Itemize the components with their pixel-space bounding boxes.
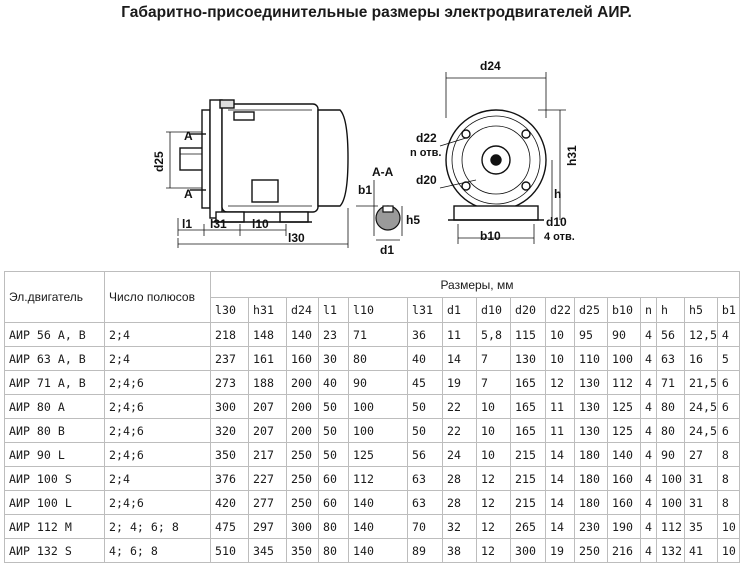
value-cell-l30: 350 — [211, 443, 249, 467]
value-cell-l1: 23 — [319, 323, 349, 347]
l10-label: l10 — [252, 217, 269, 231]
value-cell-d1: 28 — [443, 491, 477, 515]
value-cell-l30: 237 — [211, 347, 249, 371]
value-cell-d20: 265 — [511, 515, 546, 539]
value-cell-l10: 140 — [349, 539, 408, 563]
poles-cell: 2;4;6 — [105, 443, 211, 467]
value-cell-d25: 250 — [575, 539, 608, 563]
value-cell-l1: 60 — [319, 467, 349, 491]
value-cell-d24: 250 — [287, 467, 319, 491]
value-cell-l10: 90 — [349, 371, 408, 395]
value-cell-h31: 161 — [249, 347, 287, 371]
value-cell-d22: 14 — [546, 515, 575, 539]
value-cell-d1: 19 — [443, 371, 477, 395]
value-cell-d1: 22 — [443, 395, 477, 419]
value-cell-d1: 28 — [443, 467, 477, 491]
value-cell-l30: 300 — [211, 395, 249, 419]
value-cell-d1: 32 — [443, 515, 477, 539]
value-cell-h: 100 — [657, 467, 685, 491]
value-cell-h31: 188 — [249, 371, 287, 395]
value-cell-l31: 36 — [408, 323, 443, 347]
poles-cell: 2;4;6 — [105, 419, 211, 443]
value-cell-h5: 24,5 — [685, 395, 718, 419]
value-cell-b1: 6 — [717, 395, 739, 419]
value-cell-d1: 22 — [443, 419, 477, 443]
value-cell-d25: 130 — [575, 419, 608, 443]
value-cell-n: 4 — [641, 323, 657, 347]
value-cell-d22: 10 — [546, 323, 575, 347]
dim-header-l31: l31 — [408, 298, 443, 323]
value-cell-d20: 165 — [511, 395, 546, 419]
value-cell-d10: 10 — [477, 419, 511, 443]
value-cell-d25: 180 — [575, 443, 608, 467]
value-cell-b1: 8 — [717, 443, 739, 467]
h5-label: h5 — [406, 213, 421, 227]
value-cell-h31: 148 — [249, 323, 287, 347]
b10-label: b10 — [480, 229, 501, 243]
table-row — [5, 323, 740, 347]
motor-cell: АИР 80 А — [5, 395, 105, 419]
value-cell-l1: 50 — [319, 419, 349, 443]
value-cell-b10: 125 — [608, 395, 641, 419]
b1-label: b1 — [358, 183, 373, 197]
value-cell-d1: 11 — [443, 323, 477, 347]
value-cell-b1: 10 — [717, 539, 739, 563]
value-cell-l31: 63 — [408, 491, 443, 515]
value-cell-d10: 7 — [477, 371, 511, 395]
motor-cell: АИР 100 S — [5, 467, 105, 491]
value-cell-d24: 160 — [287, 347, 319, 371]
value-cell-h5: 16 — [685, 347, 718, 371]
value-cell-d10: 12 — [477, 515, 511, 539]
poles-cell: 2;4;6 — [105, 491, 211, 515]
poles-cell: 4; 6; 8 — [105, 539, 211, 563]
l30-label: l30 — [288, 231, 305, 245]
value-cell-b1: 6 — [717, 419, 739, 443]
value-cell-h5: 24,5 — [685, 419, 718, 443]
value-cell-l1: 40 — [319, 371, 349, 395]
value-cell-b1: 8 — [717, 491, 739, 515]
value-cell-l10: 100 — [349, 395, 408, 419]
table-row — [5, 347, 740, 371]
value-cell-d24: 350 — [287, 539, 319, 563]
value-cell-l1: 80 — [319, 539, 349, 563]
value-cell-b1: 5 — [717, 347, 739, 371]
value-cell-l30: 218 — [211, 323, 249, 347]
value-cell-d10: 7 — [477, 347, 511, 371]
value-cell-d22: 14 — [546, 443, 575, 467]
value-cell-b10: 160 — [608, 467, 641, 491]
value-cell-l10: 71 — [349, 323, 408, 347]
value-cell-d25: 130 — [575, 395, 608, 419]
section-aa-label: А-А — [372, 165, 394, 179]
value-cell-b10: 112 — [608, 371, 641, 395]
dim-header-h31: h31 — [249, 298, 287, 323]
value-cell-h: 80 — [657, 419, 685, 443]
motor-cell: АИР 100 L — [5, 491, 105, 515]
motor-side-view — [180, 100, 348, 222]
value-cell-h: 90 — [657, 443, 685, 467]
value-cell-d10: 10 — [477, 395, 511, 419]
d25-label: d25 — [152, 151, 166, 172]
value-cell-h5: 21,5 — [685, 371, 718, 395]
value-cell-b1: 6 — [717, 371, 739, 395]
table-row — [5, 491, 740, 515]
table-header-row — [5, 272, 740, 298]
value-cell-n: 4 — [641, 419, 657, 443]
value-cell-d20: 300 — [511, 539, 546, 563]
value-cell-d1: 14 — [443, 347, 477, 371]
value-cell-h31: 277 — [249, 491, 287, 515]
poles-cell: 2;4 — [105, 347, 211, 371]
dim-header-l1: l1 — [319, 298, 349, 323]
value-cell-d25: 110 — [575, 347, 608, 371]
value-cell-l31: 63 — [408, 467, 443, 491]
value-cell-l1: 50 — [319, 395, 349, 419]
dim-header-b1: b1 — [717, 298, 739, 323]
motor-front-view — [446, 110, 546, 220]
value-cell-h31: 345 — [249, 539, 287, 563]
value-cell-h: 63 — [657, 347, 685, 371]
value-cell-h: 132 — [657, 539, 685, 563]
value-cell-d1: 38 — [443, 539, 477, 563]
value-cell-d10: 12 — [477, 539, 511, 563]
value-cell-h31: 207 — [249, 419, 287, 443]
table-row — [5, 443, 740, 467]
table-row — [5, 467, 740, 491]
value-cell-h: 56 — [657, 323, 685, 347]
value-cell-l10: 112 — [349, 467, 408, 491]
holes-count-label: n отв. — [410, 147, 442, 159]
dim-header-n: n — [641, 298, 657, 323]
value-cell-l31: 50 — [408, 419, 443, 443]
value-cell-b10: 190 — [608, 515, 641, 539]
poles-cell: 2;4 — [105, 323, 211, 347]
dim-header-h5: h5 — [685, 298, 718, 323]
value-cell-l10: 100 — [349, 419, 408, 443]
value-cell-l31: 56 — [408, 443, 443, 467]
dim-header-d10: d10 — [477, 298, 511, 323]
motor-cell: АИР 63 А, В — [5, 347, 105, 371]
value-cell-d22: 12 — [546, 371, 575, 395]
motor-cell: АИР 90 L — [5, 443, 105, 467]
value-cell-h31: 227 — [249, 467, 287, 491]
h31-label: h31 — [565, 145, 579, 166]
value-cell-d22: 10 — [546, 347, 575, 371]
header-motor: Эл.двигатель — [5, 272, 105, 323]
value-cell-d25: 180 — [575, 467, 608, 491]
value-cell-d24: 200 — [287, 419, 319, 443]
value-cell-d20: 165 — [511, 371, 546, 395]
section-a-top-label: A — [184, 129, 193, 143]
value-cell-h5: 31 — [685, 467, 718, 491]
value-cell-h5: 41 — [685, 539, 718, 563]
motor-cell: АИР 132 S — [5, 539, 105, 563]
value-cell-h5: 31 — [685, 491, 718, 515]
value-cell-d10: 12 — [477, 491, 511, 515]
value-cell-d20: 115 — [511, 323, 546, 347]
value-cell-b10: 125 — [608, 419, 641, 443]
value-cell-b1: 10 — [717, 515, 739, 539]
table-row — [5, 539, 740, 563]
value-cell-n: 4 — [641, 347, 657, 371]
dim-header-h: h — [657, 298, 685, 323]
table-row — [5, 515, 740, 539]
value-cell-b1: 4 — [717, 323, 739, 347]
value-cell-d24: 300 — [287, 515, 319, 539]
value-cell-l30: 320 — [211, 419, 249, 443]
value-cell-h5: 35 — [685, 515, 718, 539]
foot-holes-label: 4 отв. — [544, 231, 575, 243]
value-cell-n: 4 — [641, 539, 657, 563]
table-row — [5, 371, 740, 395]
value-cell-d20: 130 — [511, 347, 546, 371]
header-poles: Число полюсов — [105, 272, 211, 323]
dim-header-d20: d20 — [511, 298, 546, 323]
value-cell-d25: 230 — [575, 515, 608, 539]
dim-header-l10: l10 — [349, 298, 408, 323]
value-cell-d24: 200 — [287, 371, 319, 395]
value-cell-d24: 140 — [287, 323, 319, 347]
header-dimensions: Размеры, мм — [211, 272, 740, 298]
value-cell-n: 4 — [641, 371, 657, 395]
value-cell-l30: 273 — [211, 371, 249, 395]
value-cell-d25: 130 — [575, 371, 608, 395]
value-cell-h31: 217 — [249, 443, 287, 467]
value-cell-l31: 50 — [408, 395, 443, 419]
value-cell-l10: 140 — [349, 491, 408, 515]
value-cell-n: 4 — [641, 443, 657, 467]
table-row — [5, 395, 740, 419]
motor-cell: АИР 71 А, В — [5, 371, 105, 395]
value-cell-d25: 95 — [575, 323, 608, 347]
value-cell-d22: 14 — [546, 491, 575, 515]
value-cell-d20: 215 — [511, 491, 546, 515]
h-label: h — [554, 187, 562, 201]
value-cell-d24: 250 — [287, 491, 319, 515]
page-title: Габаритно-присоединительные размеры электродвигателей АИР. — [121, 4, 632, 21]
value-cell-l1: 80 — [319, 515, 349, 539]
value-cell-l1: 50 — [319, 443, 349, 467]
dim-header-d25: d25 — [575, 298, 608, 323]
value-cell-d24: 250 — [287, 443, 319, 467]
motor-cell: АИР 80 В — [5, 419, 105, 443]
value-cell-d22: 14 — [546, 467, 575, 491]
section-a-bottom-label: A — [184, 187, 193, 201]
value-cell-d1: 24 — [443, 443, 477, 467]
value-cell-n: 4 — [641, 395, 657, 419]
d20-label: d20 — [416, 173, 437, 187]
value-cell-l1: 60 — [319, 491, 349, 515]
value-cell-b10: 216 — [608, 539, 641, 563]
value-cell-b10: 100 — [608, 347, 641, 371]
d10-label: d10 — [546, 215, 567, 229]
value-cell-l30: 510 — [211, 539, 249, 563]
value-cell-d22: 11 — [546, 419, 575, 443]
value-cell-h: 80 — [657, 395, 685, 419]
l1-label: l1 — [182, 217, 193, 231]
value-cell-l30: 475 — [211, 515, 249, 539]
value-cell-h5: 12,5 — [685, 323, 718, 347]
value-cell-l31: 45 — [408, 371, 443, 395]
value-cell-d10: 12 — [477, 467, 511, 491]
value-cell-n: 4 — [641, 467, 657, 491]
dim-header-l30: l30 — [211, 298, 249, 323]
dimensions-table — [4, 271, 740, 563]
value-cell-l1: 30 — [319, 347, 349, 371]
value-cell-l30: 420 — [211, 491, 249, 515]
value-cell-h: 100 — [657, 491, 685, 515]
value-cell-d10: 5,8 — [477, 323, 511, 347]
value-cell-n: 4 — [641, 491, 657, 515]
value-cell-b10: 140 — [608, 443, 641, 467]
d22-label: d22 — [416, 131, 437, 145]
value-cell-d20: 215 — [511, 467, 546, 491]
value-cell-l31: 40 — [408, 347, 443, 371]
value-cell-d22: 19 — [546, 539, 575, 563]
motor-cell: АИР 56 А, В — [5, 323, 105, 347]
value-cell-n: 4 — [641, 515, 657, 539]
poles-cell: 2; 4; 6; 8 — [105, 515, 211, 539]
value-cell-h31: 297 — [249, 515, 287, 539]
value-cell-h31: 207 — [249, 395, 287, 419]
value-cell-l31: 70 — [408, 515, 443, 539]
value-cell-h5: 27 — [685, 443, 718, 467]
poles-cell: 2;4 — [105, 467, 211, 491]
value-cell-d22: 11 — [546, 395, 575, 419]
value-cell-h: 71 — [657, 371, 685, 395]
value-cell-l10: 125 — [349, 443, 408, 467]
value-cell-h: 112 — [657, 515, 685, 539]
value-cell-d10: 10 — [477, 443, 511, 467]
motor-cell: АИР 112 М — [5, 515, 105, 539]
value-cell-l30: 376 — [211, 467, 249, 491]
d1-label: d1 — [380, 243, 395, 257]
value-cell-b10: 160 — [608, 491, 641, 515]
poles-cell: 2;4;6 — [105, 395, 211, 419]
value-cell-d25: 180 — [575, 491, 608, 515]
dim-header-b10: b10 — [608, 298, 641, 323]
dim-header-d24: d24 — [287, 298, 319, 323]
value-cell-d20: 165 — [511, 419, 546, 443]
value-cell-l10: 140 — [349, 515, 408, 539]
value-cell-d24: 200 — [287, 395, 319, 419]
dim-header-d1: d1 — [443, 298, 477, 323]
value-cell-l31: 89 — [408, 539, 443, 563]
value-cell-b10: 90 — [608, 323, 641, 347]
value-cell-l10: 80 — [349, 347, 408, 371]
value-cell-d20: 215 — [511, 443, 546, 467]
table-row — [5, 419, 740, 443]
dim-header-d22: d22 — [546, 298, 575, 323]
poles-cell: 2;4;6 — [105, 371, 211, 395]
d24-label: d24 — [480, 59, 501, 73]
motor-dimension-drawing — [140, 48, 610, 266]
l31-label: l31 — [210, 217, 227, 231]
value-cell-b1: 8 — [717, 467, 739, 491]
